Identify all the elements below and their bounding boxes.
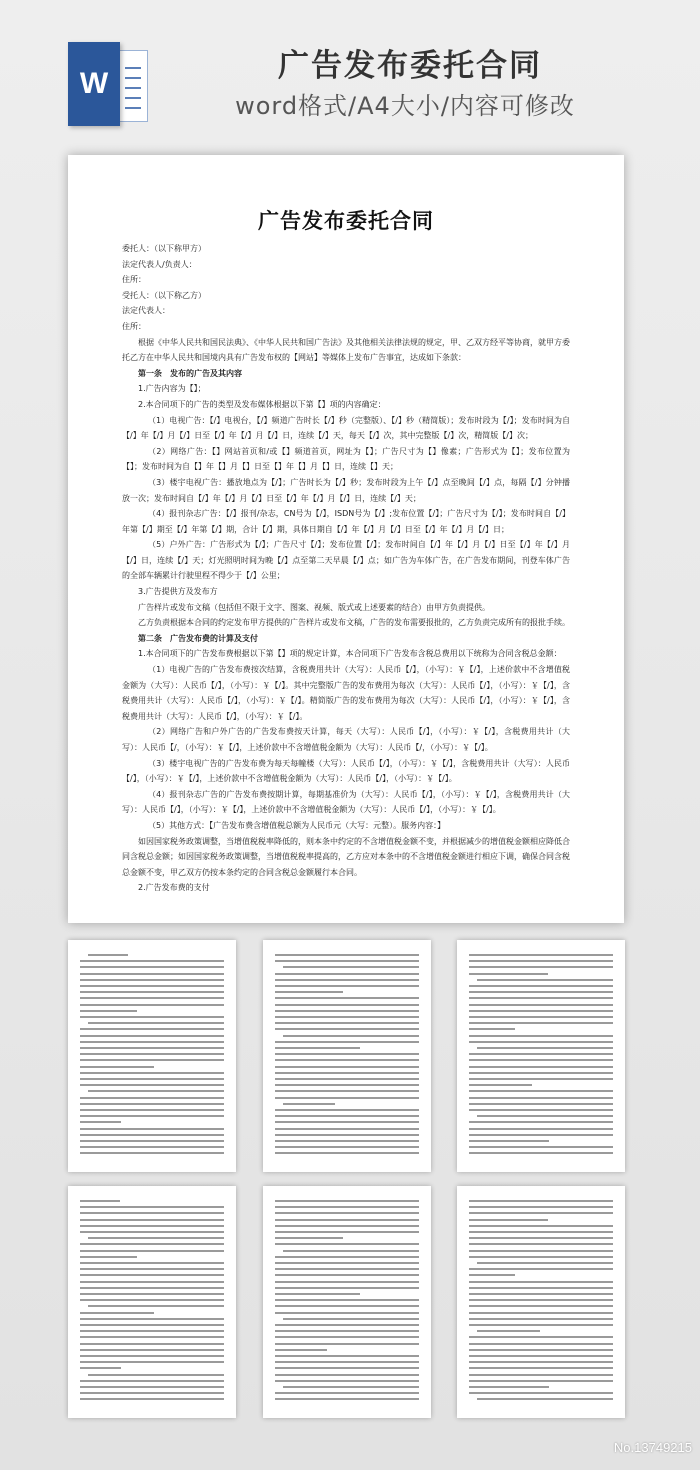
document-paragraph: （5）其他方式：【广告发布费含增值税总额为人民币元（大写：元整）。服务内容：】	[148, 820, 446, 830]
thumbnail-text-line	[469, 1274, 515, 1276]
thumbnail-text-line	[80, 1274, 224, 1276]
thumbnail-text-line	[469, 1140, 549, 1142]
thumbnail-text-line	[469, 1219, 548, 1221]
thumbnail-text-line	[477, 1330, 540, 1332]
document-paragraph: 2.广告发布费的支付	[138, 883, 210, 893]
thumbnail-text-line	[80, 1140, 224, 1142]
thumbnail-text-line	[469, 1293, 613, 1295]
thumbnail-text-line	[275, 1206, 419, 1208]
thumbnail-text-line	[477, 1115, 613, 1117]
thumbnail-text-line	[275, 1398, 419, 1400]
thumbnail-text-line	[275, 1305, 419, 1307]
thumbnail-text-line	[275, 1299, 419, 1301]
thumbnail-text-line	[469, 985, 613, 987]
thumbnail-text-line	[80, 1343, 224, 1345]
thumbnail-text-line	[283, 1035, 419, 1037]
thumbnail-text-line	[469, 1212, 613, 1214]
document-paragraph: （2）网络广告：【】网站首页和/或【】频道首页，网址为【】；广告尺寸为【】像素；广告形式为【】；发布位置为【】；发布时间为自【】年【】月【】日至【】年【】月【】日，连续【】天；	[122, 446, 570, 472]
thumbnail-text-line	[80, 960, 224, 962]
document-paragraph: （3）楼宇电视广告：播放地点为【/】；广告时长为【/】秒；发布时段为上午【/】点至晚间【/】点，每隔【/】分钟播放一次；发布时间自【/】年【/】月【/】日至【/】年【/】月【/】日，连续【/】天；	[122, 477, 570, 503]
thumbnail-text-line	[80, 1152, 224, 1154]
thumbnail-text-line	[275, 1293, 360, 1295]
thumbnail-text-line	[275, 973, 419, 975]
thumbnail-text-line	[477, 1398, 613, 1400]
thumbnail-text-line	[469, 1035, 613, 1037]
document-paragraph: （5）户外广告：广告形式为【/】；广告尺寸【/】；发布位置【/】；发布时间自【/】年【/】月【/】日至【/】年【/】月【/】日，连续【/】天；灯光照明时间为晚【/】点至第二天早晨【/】点；如广告为车体广告，在广告发布期间，刊登车体广告的全部车辆累计行驶里程不得少于【/】公里；	[122, 540, 570, 581]
thumbnail-text-line	[275, 1152, 419, 1154]
document-paragraph: （4）报刊杂志广告的广告发布费按期计算，每期基准价为（大写）：人民币【/】，（小写）：￥【/】，含税费用共计（大写）：人民币【/】，（小写）：￥【/】，上述价款中不含增值税金额为（大写）：人民币【/】，（小写）：￥【/】。	[122, 789, 570, 815]
thumbnail-text-line	[80, 1121, 121, 1123]
thumbnail-text-line	[469, 1134, 613, 1136]
document-paragraph: 委托人：（以下称甲方）	[122, 244, 206, 253]
thumbnail-text-line	[469, 1343, 613, 1345]
thumbnail-text-line	[80, 1004, 224, 1006]
thumbnail-text-line	[469, 1355, 613, 1357]
thumbnail-text-line	[283, 1318, 419, 1320]
thumbnail-text-line	[275, 1146, 419, 1148]
thumbnail-text-line	[275, 1243, 419, 1245]
thumbnail-text-line	[275, 985, 419, 987]
thumbnail-text-line	[469, 1121, 613, 1123]
thumbnail-text-line	[275, 1281, 419, 1283]
thumbnail-text-line	[275, 1022, 419, 1024]
thumbnail-text-line	[80, 1134, 224, 1136]
thumbnail-text-line	[80, 1349, 224, 1351]
thumbnail-text-line	[275, 1355, 419, 1357]
thumbnail-text-line	[80, 1256, 137, 1258]
document-paragraph: 广告样片或发布文稿（包括但不限于文字、图案、视频、版式或上述要素的结合）由甲方负责提供。	[138, 602, 490, 612]
thumbnail-text-line	[275, 1374, 419, 1376]
thumbnail-text-line	[275, 1134, 419, 1136]
thumbnail-text-line	[80, 1128, 224, 1130]
word-badge: W	[68, 42, 120, 126]
thumbnail-text-line	[80, 1250, 224, 1252]
thumbnail-text-line	[469, 1324, 613, 1326]
thumbnail-text-line	[80, 1398, 224, 1400]
thumbnail-text-line	[275, 1115, 419, 1117]
thumbnail-text-line	[80, 1053, 224, 1055]
thumbnail-text-line	[275, 1225, 419, 1227]
thumbnail-text-line	[283, 1386, 419, 1388]
thumbnail-text-line	[80, 1299, 224, 1301]
thumbnail-text-line	[275, 1349, 327, 1351]
thumbnail-text-line	[80, 1243, 224, 1245]
thumbnail-text-line	[469, 1243, 613, 1245]
thumbnail-text-line	[80, 1041, 224, 1043]
thumbnail-text-line	[80, 1355, 224, 1357]
thumbnail-text-line	[477, 1047, 613, 1049]
thumbnail-text-line	[275, 1219, 419, 1221]
thumbnail-text-line	[469, 1367, 613, 1369]
thumbnail-text-line	[80, 1059, 224, 1061]
thumbnail-text-line	[88, 1374, 224, 1376]
thumbnail-text-line	[275, 1392, 419, 1394]
thumbnail-text-line	[275, 1010, 419, 1012]
thumbnail-text-line	[275, 997, 419, 999]
thumbnail-text-line	[80, 1392, 224, 1394]
thumbnail-text-line	[275, 991, 343, 993]
thumbnail-text-line	[469, 1059, 613, 1061]
document-paragraph: （2）网络广告和户外广告的广告发布费按天计算，每天（大写）：人民币【/】，（小写）：￥【/】，含税费用共计（大写）：人民币【/，（小写）：￥【/】，上述价款中不含增值税金额为（大写）：人民币【/，（小写）：￥【/】。	[122, 727, 570, 752]
thumbnail-text-line	[80, 1225, 224, 1227]
thumbnail-text-line	[80, 1010, 137, 1012]
thumbnail-text-line	[469, 1200, 613, 1202]
document-paragraph: 3.广告提供方及发布方	[138, 587, 218, 597]
thumbnail-text-line	[275, 1343, 419, 1345]
thumbnail-text-line	[469, 1231, 613, 1233]
document-paragraph: （1）电视广告的广告发布费按次结算，含税费用共计（大写）：人民币【/】，（小写）：￥【/】，上述价款中不含增值税金额为（大写）：人民币【/】，（小写）：￥【/】。其中完整版广告的发布费用为每次（大写）：人民币【/】，（小写）：￥【/】，含税费用共计（大写）：人民币【/】，（小写）：￥【/】。精简版广告的发布费用为每次（大写）：人民币【/】，（小写）：￥【/】，含税费用共计（大写）：人民币【/】，（小写）：￥【/】。	[122, 665, 570, 721]
header-title: 广告发布委托合同	[278, 48, 542, 84]
thumbnail-text-line	[80, 1231, 224, 1233]
thumbnail-text-line	[80, 1066, 154, 1068]
thumbnail-text-line	[469, 1078, 613, 1080]
thumbnail-text-line	[80, 1028, 224, 1030]
document-paragraph: 住所：	[122, 321, 146, 331]
document-paragraph: （4）报刊杂志广告：【/】报刊/杂志，CN号为【/】，ISDN号为【/】;发布位置【/】；广告尺寸为【/】；发布时间自【/】年第【/】期至【/】年第【/】期，合计【/】期，具体日期自【/】年【/】月【/】日至【/】年【/】月【/】日；	[122, 509, 570, 534]
thumbnail-text-line	[80, 1268, 224, 1270]
thumbnail-text-line	[275, 1268, 419, 1270]
document-paragraph: 法定代表人/负责人：	[122, 259, 197, 269]
thumbnail-text-line	[469, 954, 613, 956]
thumbnail-text-line	[275, 1090, 419, 1092]
thumbnail-text-line	[469, 1028, 515, 1030]
thumbnail-text-line	[80, 991, 224, 993]
thumbnail-text-line	[275, 1059, 419, 1061]
thumbnail-text-line	[469, 960, 613, 962]
thumbnail-text-line	[283, 966, 419, 968]
thumbnail-text-line	[469, 1128, 613, 1130]
thumbnail-text-line	[80, 1035, 224, 1037]
thumbnail-text-line	[80, 1212, 224, 1214]
thumbnail-text-line	[469, 997, 613, 999]
thumbnail-text-line	[469, 1250, 613, 1252]
thumbnail-text-line	[469, 1374, 613, 1376]
thumbnail-text-line	[275, 1140, 419, 1142]
thumbnail-text-line	[469, 1392, 613, 1394]
thumbnail-text-line	[80, 1330, 224, 1332]
thumbnail-text-line	[469, 1225, 613, 1227]
thumbnail-text-line	[275, 979, 419, 981]
thumbnail-text-line	[275, 1367, 419, 1369]
thumbnail-text-line	[275, 1078, 419, 1080]
thumbnail-text-line	[80, 1078, 224, 1080]
thumbnail-text-line	[275, 1287, 419, 1289]
thumbnail-page-6[interactable]	[457, 1186, 625, 1418]
thumbnail-text-line	[275, 960, 419, 962]
thumbnail-text-line	[275, 1256, 419, 1258]
thumbnail-text-line	[275, 1336, 419, 1338]
thumbnail-text-line	[275, 1237, 343, 1239]
thumbnail-text-line	[80, 1281, 224, 1283]
thumbnail-text-line	[469, 1305, 613, 1307]
thumbnail-text-line	[275, 1330, 419, 1332]
thumbnail-text-line	[469, 973, 548, 975]
thumbnail-text-line	[469, 1066, 613, 1068]
thumbnail-text-line	[80, 973, 224, 975]
document-title: 广告发布委托合同	[258, 208, 434, 233]
document-paragraph: 第一条 发布的广告及其内容	[138, 368, 242, 378]
thumbnail-text-line	[469, 1206, 613, 1208]
thumbnail-page-1[interactable]	[68, 940, 236, 1172]
thumbnail-text-line	[469, 1146, 613, 1148]
thumbnail-text-line	[469, 1084, 532, 1086]
thumbnail-text-line	[80, 1109, 224, 1111]
thumbnail-text-line	[469, 1349, 613, 1351]
thumbnail-text-line	[469, 1016, 613, 1018]
thumbnail-text-line	[275, 1084, 419, 1086]
thumbnail-text-line	[80, 1312, 154, 1314]
thumbnail-text-line	[275, 1212, 419, 1214]
thumbnail-text-line	[80, 1287, 224, 1289]
thumbnail-text-line	[275, 1121, 419, 1123]
thumbnail-text-line	[275, 1200, 419, 1202]
thumbnail-text-line	[80, 1262, 224, 1264]
thumbnail-text-line	[80, 1047, 224, 1049]
thumbnail-text-line	[80, 985, 224, 987]
thumbnail-text-line	[469, 1097, 613, 1099]
thumbnail-text-line	[80, 1115, 224, 1117]
thumbnail-text-line	[275, 1047, 360, 1049]
thumbnail-text-line	[88, 1022, 224, 1024]
document-paragraph: （3）楼宇电视广告的广告发布费为每天每幢楼（大写）：人民币【/】，（小写）：￥【/】，含税费用共计（大写）：人民币【/】，（小写）：￥【/】，上述价款中不含增值税金额为（大写）：人民币【/】，（小写）：￥【/】。	[122, 758, 570, 784]
thumbnail-text-line	[80, 1324, 224, 1326]
thumbnail-text-line	[80, 997, 224, 999]
thumbnail-text-line	[469, 1256, 613, 1258]
thumbnail-text-line	[469, 1072, 613, 1074]
thumbnail-text-line	[275, 1361, 419, 1363]
thumbnail-text-line	[275, 1016, 419, 1018]
thumbnail-text-line	[283, 1103, 335, 1105]
thumbnail-text-line	[469, 1386, 549, 1388]
thumbnail-text-line	[275, 1231, 419, 1233]
document-page	[68, 155, 624, 923]
thumbnail-text-line	[88, 1237, 224, 1239]
thumbnail-text-line	[275, 1128, 419, 1130]
thumbnail-text-line	[469, 1336, 613, 1338]
thumbnail-page-2[interactable]	[263, 940, 431, 1172]
thumbnail-text-line	[80, 1293, 224, 1295]
thumbnail-text-line	[88, 1090, 224, 1092]
thumbnail-text-line	[275, 1041, 419, 1043]
thumbnail-text-line	[469, 1237, 613, 1239]
thumbnail-text-line	[80, 1146, 224, 1148]
thumbnail-text-line	[469, 991, 613, 993]
document-paragraph: 第二条 广告发布费的计算及支付	[138, 633, 258, 643]
document-paragraph: 受托人：（以下称乙方）	[122, 290, 206, 300]
thumbnail-text-line	[275, 1324, 419, 1326]
thumbnail-page-3[interactable]	[457, 940, 625, 1172]
thumbnail-text-line	[477, 1262, 613, 1264]
thumbnail-text-line	[275, 1380, 419, 1382]
thumbnail-text-line	[275, 1053, 419, 1055]
document-paragraph: 根据《中华人民共和国民法典》、《中华人民共和国广告法》及其他相关法律法规的规定，甲、乙双方经平等协商，就甲方委托乙方在中华人民共和国境内具有广告发布权的【网站】等媒体上发布广告事宜，达成如下条款：	[122, 337, 570, 363]
thumbnail-text-line	[283, 1250, 419, 1252]
word-icon	[68, 42, 150, 126]
thumbnail-text-line	[80, 1219, 224, 1221]
thumbnail-text-line	[80, 1318, 224, 1320]
document-paragraph: 1.广告内容为【】；	[138, 384, 206, 394]
thumbnail-page-5[interactable]	[263, 1186, 431, 1418]
thumbnail-text-line	[469, 1312, 613, 1314]
thumbnail-text-line	[275, 1097, 419, 1099]
thumbnail-text-line	[469, 1090, 613, 1092]
thumbnail-text-line	[469, 1268, 613, 1270]
thumbnail-text-line	[275, 1312, 419, 1314]
thumbnail-text-line	[80, 1084, 224, 1086]
thumbnail-text-line	[80, 1103, 224, 1105]
document-paragraph: 1.本合同项下的广告发布费根据以下第【】项的规定计算，本合同项下广告发布含税总费用以下统称为合同含税总金额：	[138, 649, 562, 659]
thumbnail-text-line	[80, 979, 224, 981]
header-subtitle: word格式/A4大小/内容可修改	[235, 92, 575, 120]
document-paragraph: 2.本合同项下的广告的类型及发布媒体根据以下第【】项的内容确定：	[138, 399, 386, 409]
document-body	[122, 241, 570, 896]
thumbnail-text-line	[469, 1022, 613, 1024]
thumbnail-text-line	[469, 1361, 613, 1363]
thumbnail-text-line	[469, 1152, 613, 1154]
thumbnail-text-line	[469, 1299, 613, 1301]
document-paragraph: 如因国家税务政策调整，当增值税税率降低的，则本条中约定的不含增值税金额不变，并根据减少的增值税金额相应降低合同含税总金额；如因国家税务政策调整，当增值税税率提高的，乙方应对本条中的不含增值税金额进行相应下调，确保合同含税总金额不变，甲乙双方仍按本条约定的合同含税总金额履行本合同。	[122, 836, 570, 877]
thumbnail-text-line	[275, 954, 419, 956]
thumbnail-text-line	[80, 1380, 224, 1382]
thumbnail-text-line	[80, 1386, 224, 1388]
thumbnail-text-line	[275, 1028, 419, 1030]
thumbnail-page-4[interactable]	[68, 1186, 236, 1418]
thumbnail-text-line	[88, 954, 128, 956]
thumbnail-text-line	[80, 1336, 224, 1338]
document-paragraph: 住所：	[122, 275, 146, 285]
thumbnail-text-line	[88, 1305, 224, 1307]
thumbnail-text-line	[275, 1072, 419, 1074]
thumbnail-text-line	[275, 1274, 419, 1276]
thumbnail-text-line	[469, 1053, 613, 1055]
thumbnail-text-line	[80, 1367, 121, 1369]
thumbnail-text-line	[469, 1318, 613, 1320]
thumbnail-text-line	[275, 1066, 419, 1068]
thumbnail-text-line	[469, 1380, 613, 1382]
thumbnail-text-line	[469, 1010, 613, 1012]
thumbnail-text-line	[80, 1097, 224, 1099]
thumbnail-text-line	[80, 1016, 224, 1018]
document-paragraph: 乙方负责根据本合同的约定发布甲方提供的广告样片或发布文稿，广告的发布需要报批的，乙方负责完成所有的报批手续。	[138, 618, 570, 628]
thumbnail-text-line	[469, 966, 613, 968]
thumbnail-text-line	[275, 1109, 419, 1111]
document-paragraph: 法定代表人：	[122, 306, 170, 316]
thumbnail-text-line	[469, 1004, 613, 1006]
thumbnail-text-line	[80, 1206, 224, 1208]
thumbnail-text-line	[469, 1109, 613, 1111]
thumbnail-text-line	[469, 1041, 613, 1043]
thumbnail-text-line	[80, 966, 224, 968]
thumbnail-text-line	[80, 1200, 120, 1202]
thumbnail-text-line	[469, 1103, 613, 1105]
watermark-id: No.13749215	[613, 1440, 692, 1455]
thumbnail-text-line	[469, 1281, 613, 1283]
thumbnail-text-line	[275, 1004, 419, 1006]
document-paragraph: （1）电视广告：【/】电视台，【/】频道广告时长【/】秒（完整版）、【/】秒（精简版）；发布时段为【/】；发布时间为自【/】年【/】月【/】日至【/】年【/】月【/】日，连续【/】天，每天【/】次，其中完整版【/】次，精简版【/】次；	[122, 415, 570, 441]
thumbnail-text-line	[275, 1262, 419, 1264]
thumbnail-text-line	[80, 1361, 224, 1363]
thumbnail-text-line	[477, 979, 613, 981]
thumbnail-text-line	[469, 1287, 613, 1289]
thumbnail-text-line	[80, 1072, 224, 1074]
